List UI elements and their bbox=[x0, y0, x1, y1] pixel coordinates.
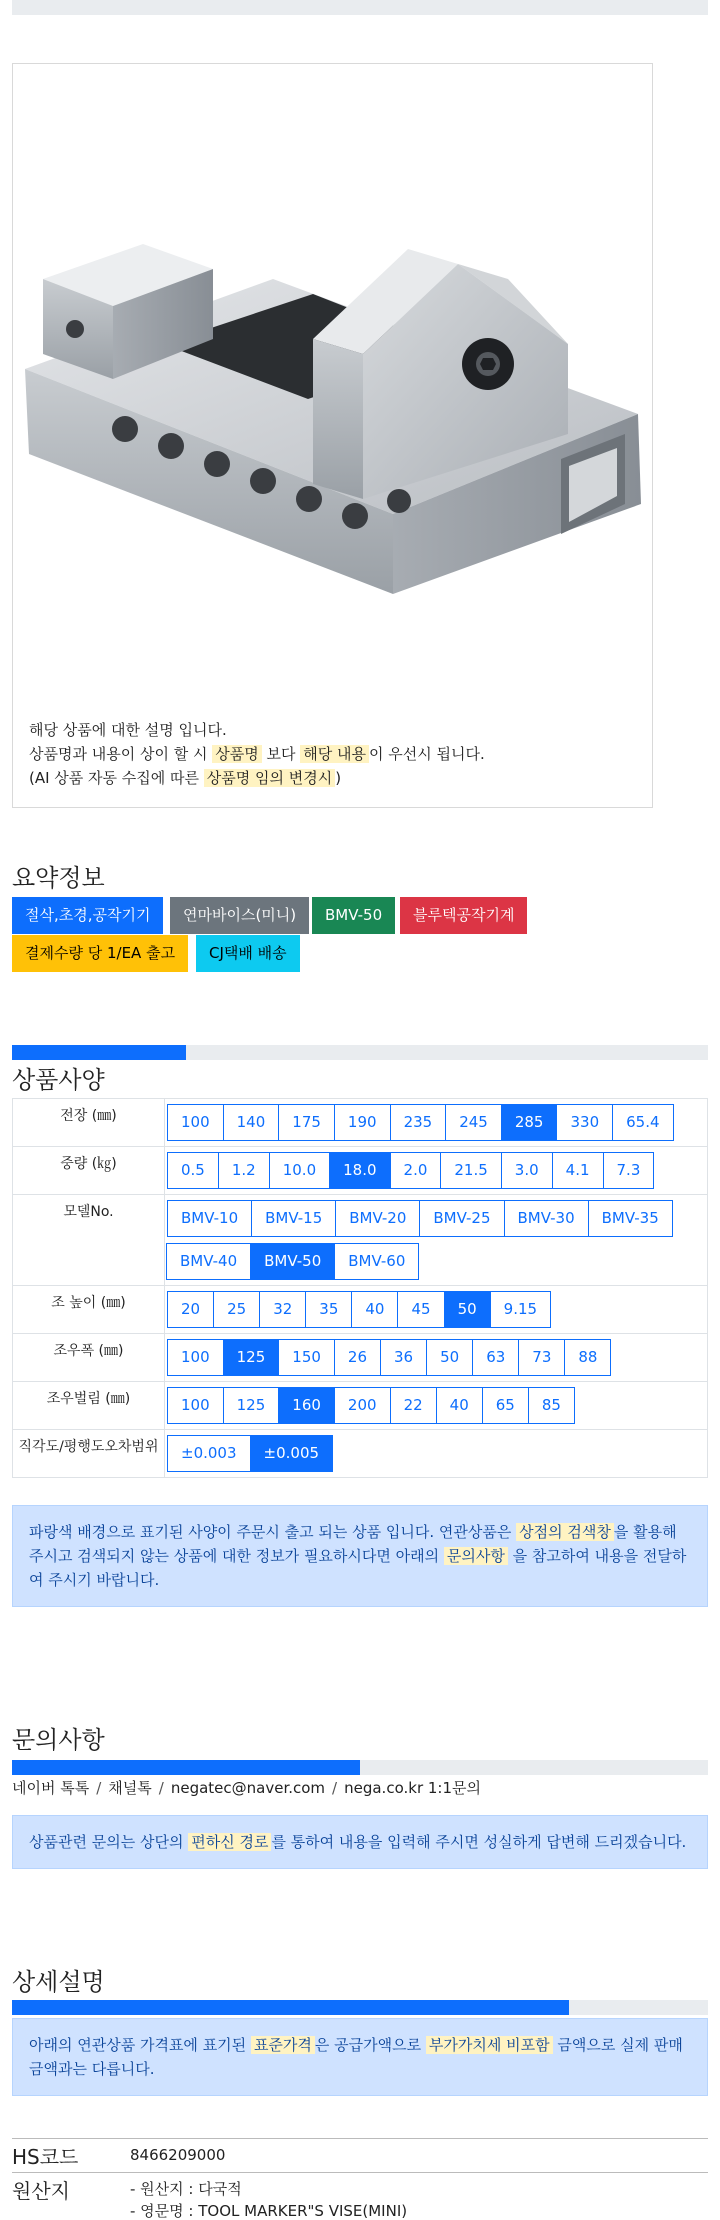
spec-option-group bbox=[167, 1387, 707, 1424]
origin-row bbox=[12, 2172, 708, 2220]
spec-option[interactable]: 235 bbox=[390, 1104, 447, 1141]
spec-table bbox=[12, 1098, 708, 1478]
spec-option[interactable]: BMV-60 bbox=[334, 1243, 419, 1280]
tag-quantity[interactable]: 결제수량 당 1/EA 출고 bbox=[12, 935, 188, 972]
spec-option-selected[interactable]: 125 bbox=[223, 1339, 280, 1376]
inquiry-title: 문의사항 bbox=[12, 1726, 105, 1754]
spec-options bbox=[165, 1195, 708, 1286]
spec-label: 전장 (㎜) bbox=[13, 1099, 165, 1147]
tag-shipping[interactable]: CJ택배 배송 bbox=[196, 935, 300, 972]
spec-option[interactable]: BMV-15 bbox=[251, 1200, 336, 1237]
spec-row bbox=[13, 1430, 708, 1478]
spec-option-selected[interactable]: 50 bbox=[444, 1291, 491, 1328]
detail-progress-fill bbox=[12, 2000, 569, 2015]
inquiry-progress-bar bbox=[12, 1760, 708, 1775]
spec-options bbox=[165, 1334, 708, 1382]
spec-option[interactable]: 7.3 bbox=[603, 1152, 655, 1189]
spec-option[interactable]: BMV-20 bbox=[335, 1200, 420, 1237]
spec-option-selected[interactable]: 285 bbox=[501, 1104, 558, 1141]
spec-row bbox=[13, 1195, 708, 1286]
spec-option[interactable]: 3.0 bbox=[501, 1152, 553, 1189]
spec-option[interactable]: 9.15 bbox=[490, 1291, 551, 1328]
spec-option[interactable]: BMV-40 bbox=[166, 1243, 251, 1280]
hs-code-row bbox=[12, 2138, 708, 2172]
inquiry-notice bbox=[12, 1815, 708, 1869]
spec-label: 모델No. bbox=[13, 1195, 165, 1286]
tag-model[interactable]: BMV-50 bbox=[312, 897, 395, 934]
spec-row bbox=[13, 1382, 708, 1430]
spec-notice bbox=[12, 1505, 708, 1607]
desc-text: 상품명과 내용이 상이 할 시 bbox=[29, 745, 213, 763]
separator: / bbox=[96, 1779, 102, 1797]
spec-label: 중량 (㎏) bbox=[13, 1147, 165, 1195]
top-progress-bar bbox=[12, 0, 708, 15]
highlight-standard-price: 표준가격 bbox=[251, 2036, 315, 2054]
summary-title: 요약정보 bbox=[12, 864, 105, 892]
spec-label: 조우폭 (㎜) bbox=[13, 1334, 165, 1382]
spec-option[interactable]: 35 bbox=[305, 1291, 352, 1328]
spec-option[interactable]: 150 bbox=[278, 1339, 335, 1376]
spec-option[interactable]: 100 bbox=[167, 1104, 224, 1141]
spec-option-selected[interactable]: 160 bbox=[278, 1387, 335, 1424]
desc-line-2 bbox=[29, 742, 485, 766]
spec-row bbox=[13, 1147, 708, 1195]
highlight-product-name: 상품명 bbox=[212, 745, 261, 763]
spec-option[interactable]: 100 bbox=[167, 1387, 224, 1424]
spec-option-selected[interactable]: BMV-50 bbox=[250, 1243, 335, 1280]
spec-option[interactable]: 175 bbox=[278, 1104, 335, 1141]
contact-email[interactable]: negatec@naver.com bbox=[170, 1779, 326, 1797]
spec-options bbox=[165, 1147, 708, 1195]
spec-option[interactable]: 73 bbox=[518, 1339, 565, 1376]
spec-option[interactable]: 40 bbox=[351, 1291, 398, 1328]
spec-option[interactable]: 88 bbox=[564, 1339, 611, 1376]
spec-option[interactable]: 2.0 bbox=[390, 1152, 442, 1189]
notice-text: 은 공급가액으로 bbox=[314, 2036, 426, 2054]
highlight-content: 해당 내용 bbox=[300, 745, 369, 763]
spec-option[interactable]: 32 bbox=[259, 1291, 306, 1328]
spec-option[interactable]: 26 bbox=[334, 1339, 381, 1376]
spec-option[interactable]: 140 bbox=[223, 1104, 280, 1141]
desc-text: 보다 bbox=[261, 745, 301, 763]
detail-progress-bar bbox=[12, 2000, 708, 2015]
spec-option[interactable]: 1.2 bbox=[218, 1152, 270, 1189]
specs-progress-bar bbox=[12, 1045, 708, 1060]
hs-code-value: 8466209000 bbox=[130, 2146, 226, 2164]
desc-line-3 bbox=[29, 766, 485, 790]
separator: / bbox=[332, 1779, 338, 1797]
desc-text: 이 우선시 됩니다. bbox=[368, 745, 485, 763]
product-image-box bbox=[12, 63, 653, 808]
spec-option[interactable]: 25 bbox=[213, 1291, 260, 1328]
spec-option[interactable]: 63 bbox=[472, 1339, 519, 1376]
spec-options bbox=[165, 1099, 708, 1147]
notice-text: 파랑색 배경으로 표기된 사양이 주문시 출고 되는 상품 입니다. 연관상품은 bbox=[29, 1523, 517, 1541]
spec-option[interactable]: 40 bbox=[436, 1387, 483, 1424]
spec-options bbox=[165, 1430, 708, 1478]
origin-value bbox=[130, 2178, 407, 2220]
detail-title: 상세설명 bbox=[12, 1968, 105, 1996]
spec-option-selected[interactable]: 18.0 bbox=[329, 1152, 390, 1189]
separator: / bbox=[158, 1779, 164, 1797]
spec-option[interactable]: 0.5 bbox=[167, 1152, 219, 1189]
spec-option[interactable]: BMV-25 bbox=[419, 1200, 504, 1237]
spec-option-group bbox=[167, 1152, 707, 1189]
spec-option[interactable]: 85 bbox=[528, 1387, 575, 1424]
specs-title: 상품사양 bbox=[12, 1066, 105, 1094]
origin-english-name: - 영문명 : TOOL MARKER"S VISE(MINI) bbox=[130, 2202, 408, 2220]
spec-option-selected[interactable]: ±0.005 bbox=[250, 1435, 334, 1472]
desc-text: (AI 상품 자동 수집에 따른 bbox=[29, 769, 204, 787]
product-description bbox=[29, 718, 485, 790]
contact-links bbox=[12, 1777, 481, 1798]
origin-country: - 원산지 : 다국적 bbox=[130, 2180, 242, 2198]
spec-row bbox=[13, 1334, 708, 1382]
spec-label: 조 높이 (㎜) bbox=[13, 1286, 165, 1334]
notice-text: 금액으로 실제 판매금액과는 다릅니다. bbox=[29, 2036, 683, 2078]
notice-text: 상품관련 문의는 상단의 bbox=[29, 1833, 189, 1851]
spec-option[interactable]: 10.0 bbox=[269, 1152, 330, 1189]
spec-option-group bbox=[167, 1200, 707, 1280]
spec-option[interactable]: 245 bbox=[445, 1104, 502, 1141]
bench-vise-image bbox=[13, 64, 652, 704]
notice-text: 를 통하여 내용을 입력해 주시면 성실하게 답변해 드리겠습니다. bbox=[271, 1833, 687, 1851]
spec-option-group bbox=[167, 1339, 707, 1376]
spec-option[interactable]: 21.5 bbox=[440, 1152, 501, 1189]
highlight-route: 편하신 경로 bbox=[188, 1833, 271, 1851]
spec-option[interactable]: ±0.003 bbox=[167, 1435, 251, 1472]
spec-option[interactable]: 65 bbox=[482, 1387, 529, 1424]
highlight-vat: 부가가치세 비포함 bbox=[426, 2036, 553, 2054]
contact-site-inquiry[interactable]: nega.co.kr 1:1문의 bbox=[344, 1779, 481, 1797]
highlight-inquiry: 문의사항 bbox=[444, 1547, 508, 1565]
spec-option[interactable]: 200 bbox=[334, 1387, 391, 1424]
desc-line-1: 해당 상품에 대한 설명 입니다. bbox=[29, 721, 227, 739]
spec-option-group bbox=[167, 1104, 707, 1141]
spec-options bbox=[165, 1382, 708, 1430]
spec-option[interactable]: 50 bbox=[426, 1339, 473, 1376]
spec-option-group bbox=[167, 1435, 707, 1472]
spec-option[interactable]: 20 bbox=[167, 1291, 214, 1328]
tag-category[interactable]: 절삭,초경,공작기기 bbox=[12, 897, 163, 934]
highlight-search: 상점의 검색창 bbox=[516, 1523, 614, 1541]
spec-option[interactable]: 45 bbox=[397, 1291, 444, 1328]
spec-label: 조우벌림 (㎜) bbox=[13, 1382, 165, 1430]
spec-option[interactable]: 100 bbox=[167, 1339, 224, 1376]
spec-option[interactable]: 4.1 bbox=[552, 1152, 604, 1189]
contact-naver-talk[interactable]: 네이버 톡톡 bbox=[12, 1779, 90, 1797]
spec-row bbox=[13, 1286, 708, 1334]
spec-option[interactable]: 330 bbox=[556, 1104, 613, 1141]
specs-progress-fill bbox=[12, 1045, 186, 1060]
spec-option[interactable]: BMV-35 bbox=[588, 1200, 673, 1237]
desc-text: ) bbox=[335, 769, 342, 787]
hs-code-label: HS코드 bbox=[12, 2145, 79, 2169]
spec-label: 직각도/평행도오차범위 bbox=[13, 1430, 165, 1478]
tag-subcategory[interactable]: 연마바이스(미니) bbox=[170, 897, 309, 934]
notice-text: 을 참고하여 내용을 전달하여 주시기 바랍니다. bbox=[29, 1547, 687, 1589]
spec-option[interactable]: 65.4 bbox=[612, 1104, 673, 1141]
spec-options bbox=[165, 1286, 708, 1334]
notice-text: 을 활용해 주시고 검색되지 않는 상품에 대한 정보가 필요하시다면 아래의 bbox=[29, 1523, 677, 1565]
inquiry-progress-fill bbox=[12, 1760, 360, 1775]
spec-option[interactable]: 190 bbox=[334, 1104, 391, 1141]
highlight-name-change: 상품명 임의 변경시 bbox=[204, 769, 335, 787]
origin-label: 원산지 bbox=[12, 2179, 70, 2203]
detail-notice bbox=[12, 2018, 708, 2096]
spec-option-group bbox=[167, 1291, 707, 1328]
spec-option[interactable]: BMV-30 bbox=[504, 1200, 589, 1237]
tag-brand[interactable]: 블루텍공작기계 bbox=[400, 897, 527, 934]
spec-option[interactable]: BMV-10 bbox=[167, 1200, 252, 1237]
spec-option[interactable]: 22 bbox=[390, 1387, 437, 1424]
spec-option[interactable]: 125 bbox=[223, 1387, 280, 1424]
contact-channel-talk[interactable]: 채널톡 bbox=[108, 1779, 152, 1797]
notice-text: 아래의 연관상품 가격표에 표기된 bbox=[29, 2036, 251, 2054]
spec-row bbox=[13, 1099, 708, 1147]
spec-option[interactable]: 36 bbox=[380, 1339, 427, 1376]
